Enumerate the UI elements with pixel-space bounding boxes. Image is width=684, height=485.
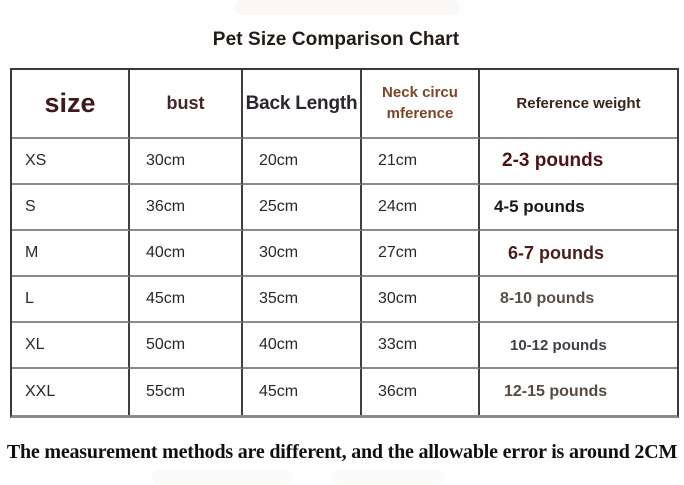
cell-bust: 36cm [130,185,243,231]
cell-back-length: 25cm [243,185,362,231]
cell-bust: 55cm [130,369,243,415]
table-row-s [12,185,677,231]
faded-image-artifact-bottom-right [332,470,444,485]
cell-bust: 30cm [130,139,243,185]
cell-neck: 24cm [362,185,480,231]
cell-bust: 50cm [130,323,243,369]
cell-size: XS [12,139,130,185]
cell-neck: 27cm [362,231,480,277]
cell-weight: 2-3 pounds [480,139,677,185]
table-row-xl [12,323,677,369]
cell-back-length: 40cm [243,323,362,369]
cell-neck: 30cm [362,277,480,323]
header-row [12,70,677,139]
cell-bust: 45cm [130,277,243,323]
page-title: Pet Size Comparison Chart [212,29,460,50]
cell-size: S [12,185,130,231]
cell-weight: 8-10 pounds [480,277,677,323]
table-row-xs [12,139,677,185]
cell-weight: 10-12 pounds [480,323,677,369]
cell-neck: 21cm [362,139,480,185]
table-row-xxl [12,369,677,415]
faded-image-artifact-top [235,0,460,15]
cell-back-length: 45cm [243,369,362,415]
size-comparison-table [10,68,679,418]
cell-weight: 12-15 pounds [504,383,608,400]
column-header-size: size [12,70,130,139]
measurement-disclaimer-text: The measurement methods are different, and the allowable error is around 2CM [6,441,678,463]
table-row-l [12,277,677,323]
cell-weight: 4-5 pounds [480,185,677,231]
cell-bust: 40cm [130,231,243,277]
cell-back-length: 35cm [243,277,362,323]
cell-neck: 36cm [362,369,480,415]
cell-weight: 6-7 pounds [480,231,677,277]
cell-size: XL [12,323,130,369]
cell-back-length: 20cm [243,139,362,185]
faded-image-artifact-bottom-left [152,470,292,485]
column-header-neck-circumference: Neck circu mference [362,70,480,139]
cell-size: M [12,231,130,277]
cell-size: XXL [12,369,130,415]
column-header-back-length: Back Length [243,70,362,139]
cell-back-length: 30cm [243,231,362,277]
cell-size: L [12,277,130,323]
column-header-reference-weight: Reference weight [480,70,677,139]
column-header-bust: bust [130,70,243,139]
table-row-m [12,231,677,277]
cell-neck: 33cm [362,323,480,369]
